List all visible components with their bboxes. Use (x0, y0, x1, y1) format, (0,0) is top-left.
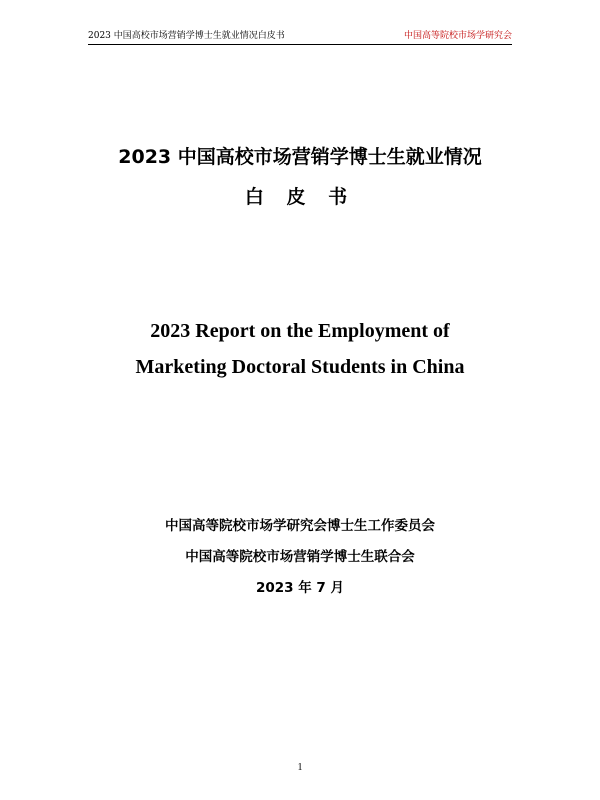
english-title-line-2: Marketing Doctoral Students in China (135, 356, 465, 378)
header-organization: 中国高等院校市场学研究会 (403, 31, 512, 41)
header-document-title: 2023 中国高校市场营销学博士生就业情况白皮书 (88, 31, 285, 41)
page-number: 1 (297, 762, 303, 773)
english-title-line-1: 2023 Report on the Employment of (150, 320, 450, 342)
chinese-subtitle: 白 皮 书 (244, 186, 356, 208)
chinese-title: 2023 中国高校市场营销学博士生就业情况 (118, 146, 482, 168)
publisher-committee: 中国高等院校市场学研究会博士生工作委员会 (165, 518, 435, 534)
publication-date: 2023 年 7 月 (255, 580, 345, 596)
page-header (88, 30, 512, 45)
publisher-union: 中国高等院校市场营销学博士生联合会 (185, 549, 415, 565)
